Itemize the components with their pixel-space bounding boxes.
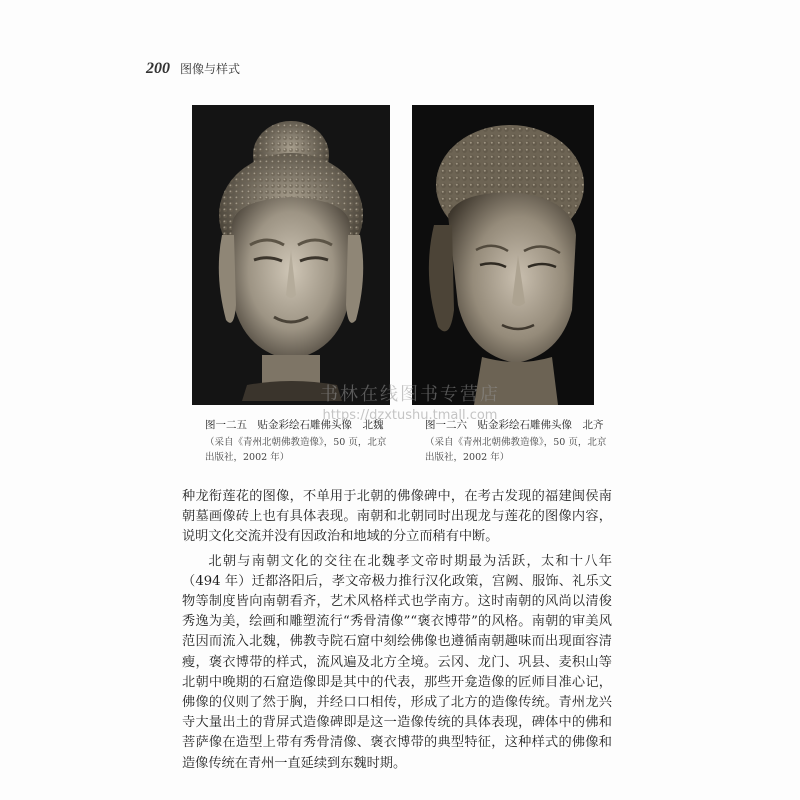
body-text [182, 487, 612, 774]
figure-126-title: 图一二六 贴金彩绘石雕佛头像 北齐 [425, 419, 604, 431]
body-paragraph-2: 北朝与南朝文化的交往在北魏孝文帝时期最为活跃，太和十八年（494 年）迁都洛阳后，孝文帝极力推行汉化政策，宫阙、服饰、礼乐文物等制度皆向南朝看齐，艺术风格样式也学南方。这时南朝的风尚以清俊秀逸为美，绘画和雕塑流行“秀骨清像”“褒衣博带”的风格。南朝的审美风范因而流入北魏，佛教寺院石窟中刻绘佛像也遵循南朝趣味而出现面容清瘦，褒衣博带的样式，流风遍及北方全境。云冈、龙门、巩县、麦积山等北朝中晚期的石窟造像即是其中的代表，那些开龛造像的匠师目准心记，佛像的仪则了然于胸，并经口口相传，形成了北方的造像传统。青州龙兴寺大量出土的背屏式造像碑即是这一造像传统的具体表现，碑体中的佛和菩萨像在造型上带有秀骨清像、褒衣博带的典型特征，这种样式的佛像和造像传统在青州一直延续到东魏时期。 [182, 553, 612, 771]
page-number: 200 [146, 60, 170, 77]
figure-126-source: （采自《青州北朝佛教造像》，50 页，北京出版社，2002 年） [425, 437, 607, 463]
watermark-url: https://dzxtushu.tmall.com [322, 408, 498, 423]
figure-126-caption [425, 418, 615, 465]
buddha-head-northern-wei-image [192, 105, 390, 405]
buddha-head-northern-qi-image [412, 105, 594, 405]
running-title: 图像与样式 [180, 62, 241, 76]
figure-126-photo [412, 105, 594, 405]
watermark-shop-name: 书林在线图书专营店 [320, 384, 500, 405]
figure-125-title: 图一二五 贴金彩绘石雕佛头像 北魏 [205, 419, 384, 431]
figure-125-caption [205, 418, 395, 465]
body-paragraph-1: 种龙衔莲花的图像，不单用于北朝的佛像碑中，在考古发现的福建闽侯南朝墓画像砖上也有具体表现。南朝和北朝同时出现龙与莲花的图像内容，说明文化交流并没有因政治和地域的分立而稍有中断。 [182, 489, 612, 545]
running-head [146, 60, 240, 78]
figure-125-source: （采自《青州北朝佛教造像》，50 页，北京出版社，2002 年） [205, 437, 387, 463]
figure-125-photo [192, 105, 390, 405]
